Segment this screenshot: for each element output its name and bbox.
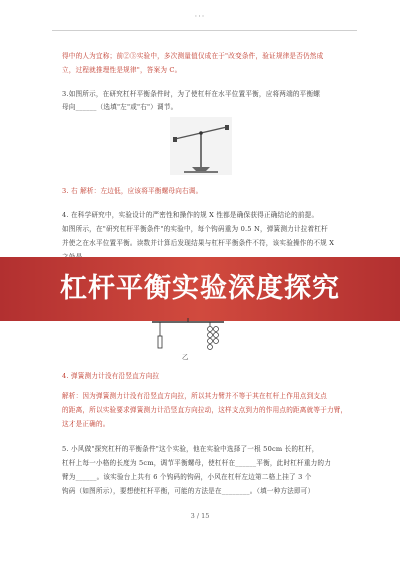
question-3-line-2: 母向______（选填"左"或"右"）调节。 bbox=[62, 103, 178, 111]
answer-4-line-1: 解析：因为弹簧测力计没有沿竖直方向拉，所以其力臂并不等于其在杠杆上作用点到支点 bbox=[62, 392, 327, 400]
figure-2-caption: 乙 bbox=[182, 353, 189, 361]
answer-4-title: 4. 弹簧测力计没有沿竖直方向拉 bbox=[62, 372, 160, 380]
prev-answer-line-2: 立，过程就推理性是规律"，答案为 C。 bbox=[62, 66, 182, 74]
question-5-line-1: 5. 小风做"探究杠杆的平衡条件"这个实验，他在实验中选择了一根 50cm 长的杠杆， bbox=[62, 445, 319, 453]
question-4-line-1: 4. 在科学研究中，实验设计的严密性和操作的规 X 性都是确保获得正确结论的前提。 bbox=[62, 211, 319, 219]
answer-4-line-3: 这才是正确的。 bbox=[62, 420, 110, 428]
question-4-line-2: 如图所示，在"研究杠杆平衡条件"的实验中，每个钩码重为 0.5 N，弹簧测力计拉着杠杆 bbox=[62, 225, 328, 233]
answer-3: 3. 右 解析：左边低，应该将平衡螺母向右调。 bbox=[62, 187, 203, 195]
question-5-line-2: 杠杆上每一小格的长度为 5cm，调节平衡螺母，使杠杆在______平衡，此时杠杆重力的力 bbox=[62, 459, 332, 467]
banner-title: 杠杆平衡实验深度探究 bbox=[60, 273, 340, 304]
title-banner bbox=[0, 257, 400, 321]
question-4-line-3: 并使之在水平位置平衡。读数并计算后发现结果与杠杆平衡条件不符，该实验操作的不规 X bbox=[62, 239, 335, 247]
header-ornament: ··· bbox=[194, 12, 206, 21]
header-rule bbox=[52, 30, 357, 31]
lever-figure-1 bbox=[170, 117, 232, 175]
question-5-line-3: 臂为______。该实验台上共有 6 个钩码的钩码，小风在杠杆左边第二格上挂了 3 个 bbox=[62, 473, 312, 481]
page-number: 3 / 15 bbox=[190, 512, 210, 520]
lever-figure-2 bbox=[150, 318, 230, 360]
answer-4-line-2: 的距离，所以实验要求弹簧测力计沿竖直方向拉动，这样支点到力的作用点的距离就等于力臂， bbox=[62, 406, 348, 414]
prev-answer-line-1: 得中的人为宜称；前②③实验中，多次测量值仅成在于"改变条件，验证规律是否仍然成 bbox=[62, 52, 324, 60]
question-5-line-4: 钩码（如图所示），要想使杠杆平衡，可能的方法是在________。（填一种方法即可） bbox=[62, 487, 315, 495]
question-3-line-1: 3.如图所示，在研究杠杆平衡条件时，为了使杠杆在水平位置平衡，应将两端的平衡螺 bbox=[62, 90, 321, 98]
